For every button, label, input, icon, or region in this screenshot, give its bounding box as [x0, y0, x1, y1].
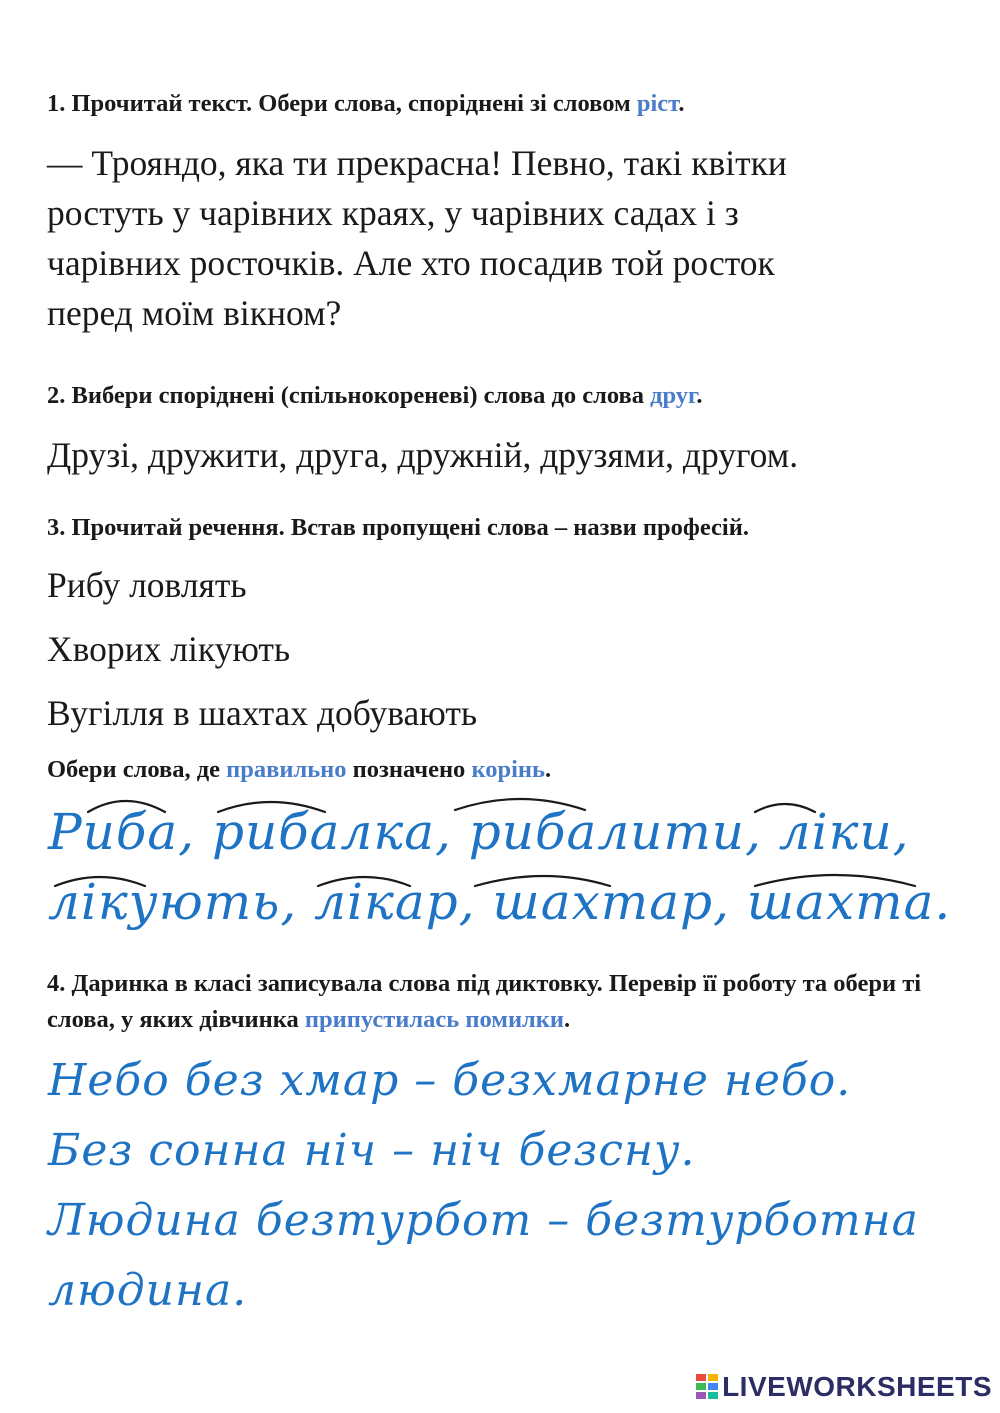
liveworksheets-logo-text: LIVEWORKSHEETS [722, 1371, 992, 1402]
task4-cursive-line-3[interactable]: Людина безтурбот – безтурботна [48, 1195, 919, 1246]
task4-heading: 4. Даринка в класі записувала слова під диктовку. Перевір її роботу та обери ті слова, у яких дівчинка припустилась помилки. [47, 970, 922, 1033]
task4-cursive-line-4[interactable]: людина. [48, 1265, 248, 1316]
liveworksheets-logo [696, 1371, 992, 1403]
task3-sentence-fisherman: Рибу ловлять [47, 565, 247, 605]
task1-text-line: перед моїм вікном? [47, 293, 342, 333]
task3-heading: 3. Прочитай речення. Встав пропущені слова – назви професій. [47, 514, 749, 541]
task1-text-line: ростуть у чарівних краях, у чарівних садах і з [47, 193, 739, 233]
task3-subheading: Обери слова, де правильно позначено корінь. [47, 756, 552, 783]
task4-cursive-line-2[interactable]: Без сонна ніч – ніч безсну. [48, 1125, 696, 1176]
task4-cursive-line-1[interactable]: Небо без хмар – безхмарне небо. [48, 1055, 852, 1106]
task2-heading: 2. Вибери споріднені (спільнокореневі) слова до слова друг. [47, 382, 703, 409]
task3-sentence-doctor: Хворих лікують [47, 629, 291, 669]
task1-text-line: чарівних росточків. Але хто посадив той росток [47, 243, 775, 283]
task3-cursive-line-2[interactable]: лікують, лікар, шахтар, шахта. [48, 873, 952, 931]
task3-sentence-miner: Вугілля в шахтах добувають [47, 693, 478, 733]
task1-text-line: — Трояндо, яка ти прекрасна! Певно, такі квітки [47, 143, 787, 183]
task2-keyword: друг [650, 382, 697, 409]
task3-cursive-line-1[interactable]: Риба, рибалка, рибалити, ліки, [48, 803, 910, 861]
task1-heading: 1. Прочитай текст. Обери слова, споріднені зі словом ріст. [47, 90, 685, 117]
task2-word-list[interactable]: Друзі, дружити, друга, дружній, друзями, другом. [47, 435, 799, 475]
liveworksheets-logo-icon [696, 1374, 718, 1400]
task1-keyword: ріст [636, 90, 679, 117]
